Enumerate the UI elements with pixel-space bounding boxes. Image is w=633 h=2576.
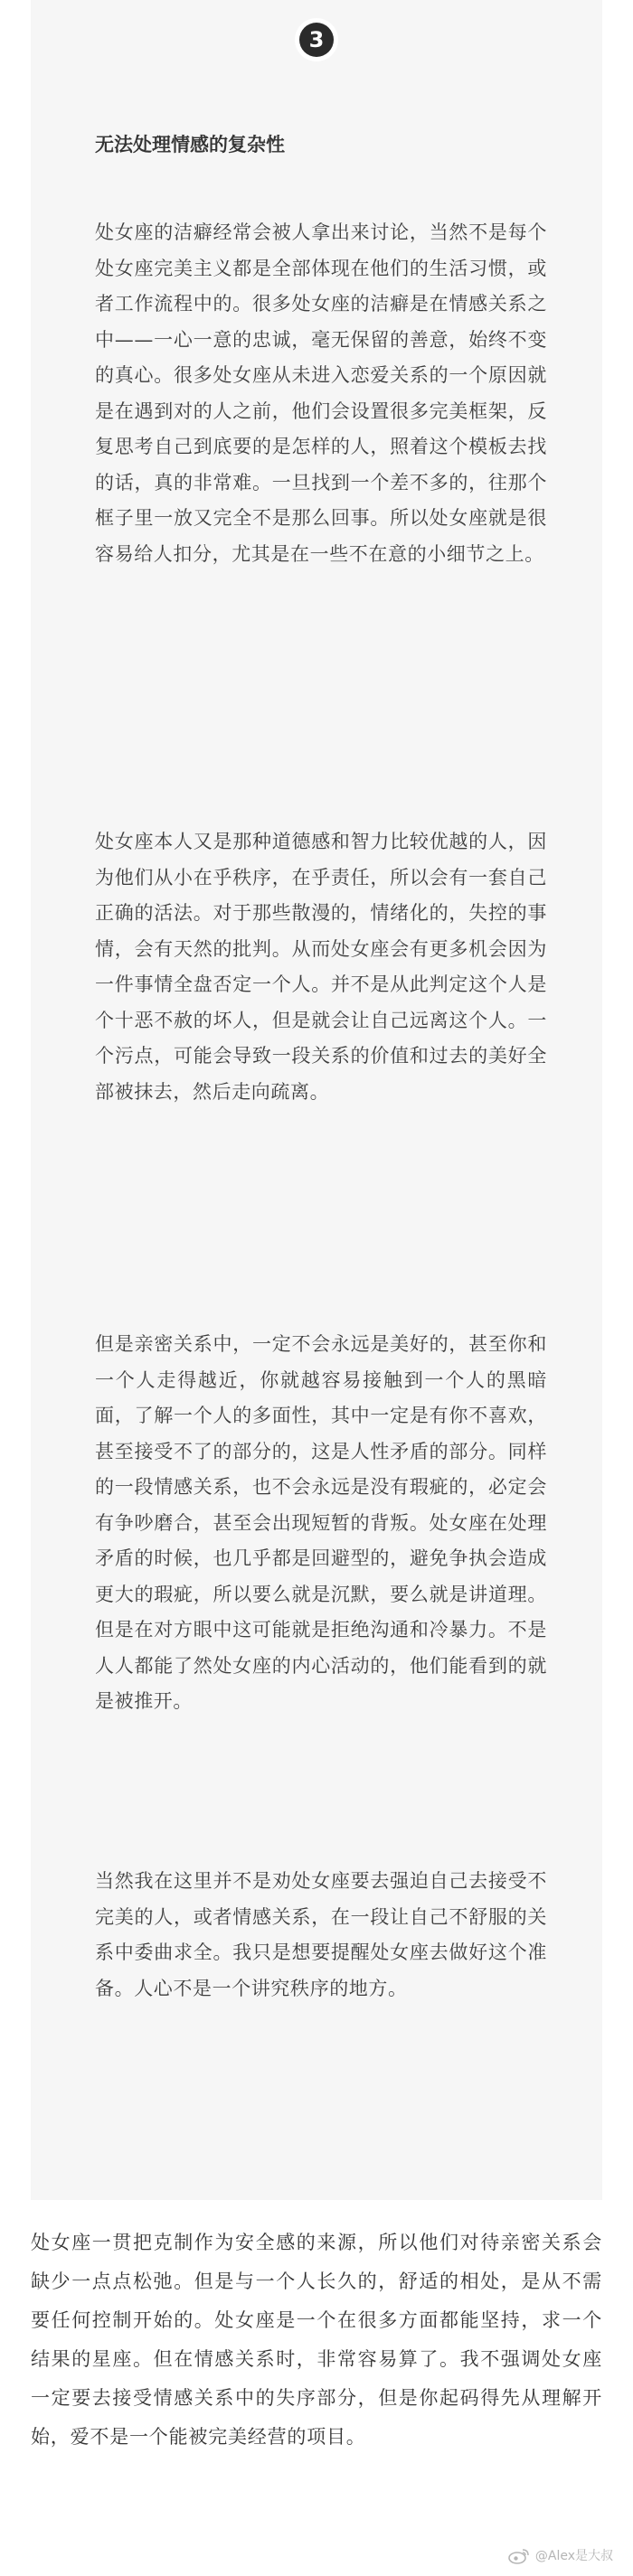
weibo-logo-icon <box>507 2548 531 2564</box>
watermark-text: @Alex是大叔 <box>534 2549 613 2563</box>
paragraph-3: 但是亲密关系中，一定不会永远是美好的，甚至你和一个人走得越近，你就越容易接触到一个人的黑暗面，了解一个人的多面性，其中一定是有你不喜欢，甚至接受不了的部分的，这是人性矛盾的部分。同样的一段情感关系，也不会永远是没有瑕疵的，必定会有争吵磨合，甚至会出现短暂的背叛。处女座在处理矛盾的时候，也几乎都是回避型的，避免争执会造成更大的瑕疵，所以要么就是沉默，要么就是讲道理。但是在对方眼中这可能就是拒绝沟通和冷暴力。不是人人都能了然处女座的内心活动的，他们能看到的就是被推开。 <box>95 1333 547 1712</box>
paragraph-2: 处女座本人又是那种道德感和智力比较优越的人，因为他们从小在乎秩序，在乎责任，所以会有一套自己正确的活法。对于那些散漫的，情绪化的，失控的事情，会有天然的批判。从而处女座会有更多机会因为一件事情全盘否定一个人。并不是从此判定这个人是个十恶不赦的坏人，但是就会让自己远离这个人。一个污点，可能会导致一段关系的价值和过去的美好全部被抹去，然后走向疏离。 <box>95 831 547 1103</box>
section-number-badge <box>295 18 338 61</box>
paragraph-1: 处女座的洁癖经常会被人拿出来讨论，当然不是每个处女座完美主义都是全部体现在他们的生活习惯，或者工作流程中的。很多处女座的洁癖是在情感关系之中——一心一意的忠诚，毫无保留的善意，始终不变的真心。很多处女座从未进入恋爱关系的一个原因就是在遇到对的人之前，他们会设置很多完美框架，反复思考自己到底要的是怎样的人，照着这个模板去找的话，真的非常难。一旦找到一个差不多的，往那个框子里一放又完全不是那么回事。所以处女座就是很容易给人扣分，尤其是在一些不在意的小细节之上。 <box>95 221 547 565</box>
section-title: 无法处理情感的复杂性 <box>95 134 285 155</box>
watermark <box>507 2547 613 2565</box>
closing-paragraph: 处女座一贯把克制作为安全感的来源，所以他们对待亲密关系会缺少一点点松弛。但是与一个人长久的，舒适的相处，是从不需要任何控制开始的。处女座是一个在很多方面都能坚持，求一个结果的星座。但在情感关系时，非常容易算了。我不强调处女座一定要去接受情感关系中的失序部分，但是你起码得先从理解开始，爱不是一个能被完美经营的项目。 <box>31 2232 602 2448</box>
section-number: 3 <box>299 23 334 57</box>
paragraph-4: 当然我在这里并不是劝处女座要去强迫自己去接受不完美的人，或者情感关系，在一段让自己不舒服的关系中委曲求全。我只是想要提醒处女座去做好这个准备。人心不是一个讲究秩序的地方。 <box>95 1870 547 1999</box>
